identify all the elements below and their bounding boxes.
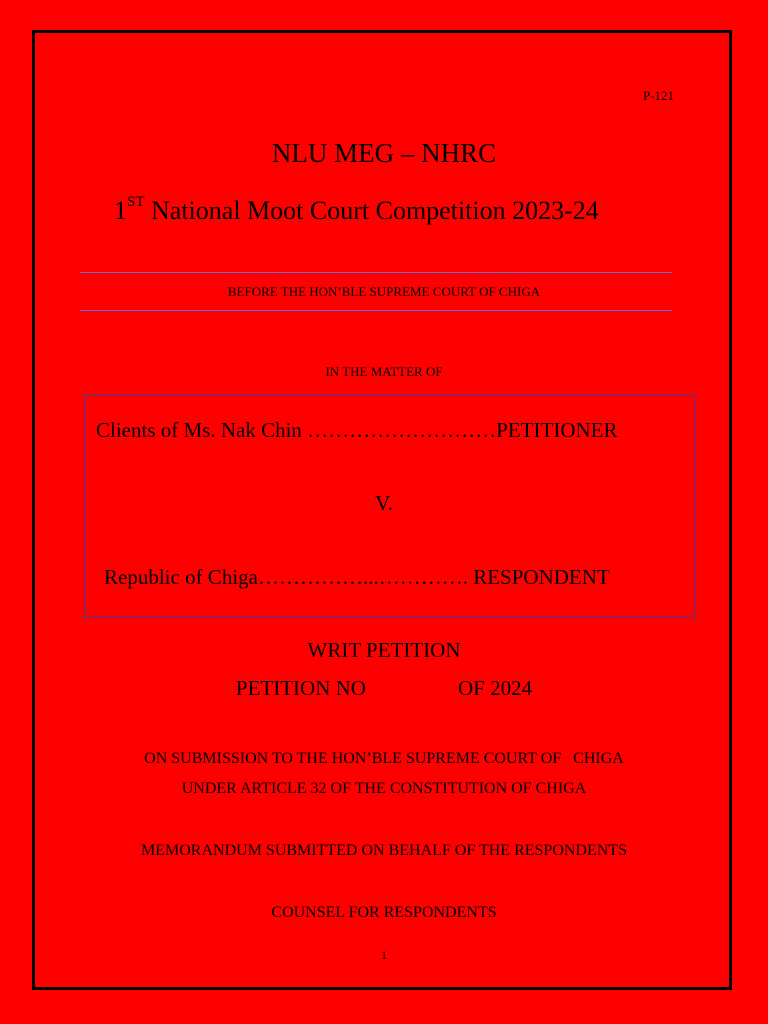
respondent-line: Republic of Chiga……………...…………. RESPONDENT: [104, 565, 610, 589]
petition-number-line: [0, 676, 768, 701]
memorandum-line: MEMORANDUM SUBMITTED ON BEHALF OF THE RESPONDENTS: [141, 842, 627, 859]
petition-year: OF 2024: [457, 676, 533, 700]
document-code: P-121: [642, 88, 674, 103]
ordinal-suffix: ST: [127, 194, 145, 210]
versus-label: V.: [375, 491, 393, 515]
petition-no-label: PETITION NO: [235, 676, 366, 700]
counsel-line: COUNSEL FOR RESPONDENTS: [271, 904, 497, 921]
in-the-matter-heading: IN THE MATTER OF: [325, 364, 443, 379]
submission-line-1: ON SUBMISSION TO THE HON’BLE SUPREME COURT OF CHIGA: [144, 750, 624, 767]
competition-title: NLU MEG – NHRC: [271, 138, 497, 168]
writ-petition-heading: WRIT PETITION: [307, 638, 461, 662]
subtitle-text: National Moot Court Competition 2023-24: [144, 196, 599, 225]
competition-subtitle: [114, 196, 599, 226]
petitioner-line: Clients of Ms. Nak Chin ………………………PETITIONER: [96, 418, 618, 442]
top-rule: [80, 272, 672, 273]
ordinal-number: 1: [114, 196, 127, 225]
submission-line-2: UNDER ARTICLE 32 OF THE CONSTITUTION OF CHIGA: [181, 780, 587, 797]
court-heading: BEFORE THE HON’BLE SUPREME COURT OF CHIGA: [227, 284, 541, 299]
page-number: 1: [381, 948, 387, 962]
bottom-rule: [80, 310, 672, 311]
